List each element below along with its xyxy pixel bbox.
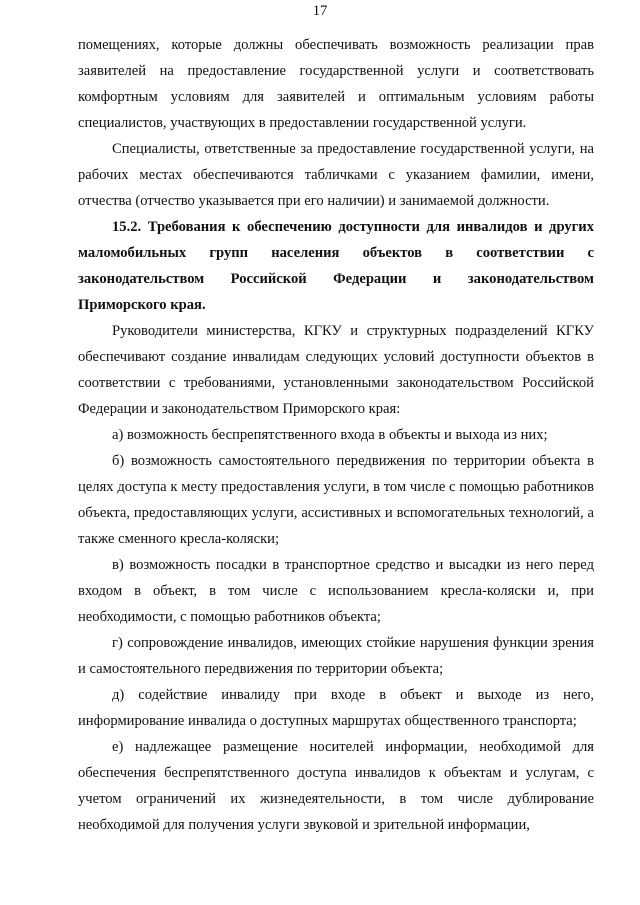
list-item-b: б) возможность самостоятельного передвижения по территории объекта в целях доступа к месту предоставления услуги, в том числе с помощью работников объекта, предоставляющих услуги, ассистивных и вспомогательных технологий, а также сменного кресла-коляски; (78, 453, 594, 547)
list-item-d: д) содействие инвалиду при входе в объект и выходе из него, информирование инвалида о доступных маршрутах общественного транспорта; (78, 687, 594, 729)
list-item-e: е) надлежащее размещение носителей информации, необходимой для обеспечения беспрепятственного доступа инвалидов к объектам и услугам, с учетом ограничений их жизнедеятельности, в том числе дублирование необходимой для получения услуги звуковой и зрительной информации, (78, 739, 594, 833)
section-heading-15-2: 15.2. Требования к обеспечению доступности для инвалидов и других маломобильных групп населения объектов в соответствии с законодательством Российской Федерации и законодательством Приморского края. (78, 219, 594, 313)
list-item-a: а) возможность беспрепятственного входа в объекты и выхода из них; (112, 427, 548, 443)
list-item-g: г) сопровождение инвалидов, имеющих стойкие нарушения функции зрения и самостоятельного передвижения по территории объекта; (78, 635, 594, 677)
list-item-v: в) возможность посадки в транспортное средство и высадки из него перед входом в объект, в том числе с использованием кресла-коляски и, при необходимости, с помощью работников объекта; (78, 557, 594, 625)
document-body (78, 32, 594, 838)
page-number: 17 (312, 3, 328, 19)
paragraph-continuation: помещениях, которые должны обеспечивать возможность реализации прав заявителей на предоставление государственной услуги и соответствовать комфортным условиям для заявителей и оптимальным условиям работы специалистов, участвующих в предоставлении государственной услуги. (78, 37, 594, 131)
paragraph-managers: Руководители министерства, КГКУ и структурных подразделений КГКУ обеспечивают создание инвалидам следующих условий доступности объектов в соответствии с требованиями, установленными законодательством Российской Федерации и законодательством Приморского края: (78, 323, 594, 417)
paragraph-specialists: Специалисты, ответственные за предоставление государственной услуги, на рабочих местах обеспечиваются табличками с указанием фамилии, имени, отчества (отчество указывается при его наличии) и занимаемой должности. (78, 141, 594, 209)
